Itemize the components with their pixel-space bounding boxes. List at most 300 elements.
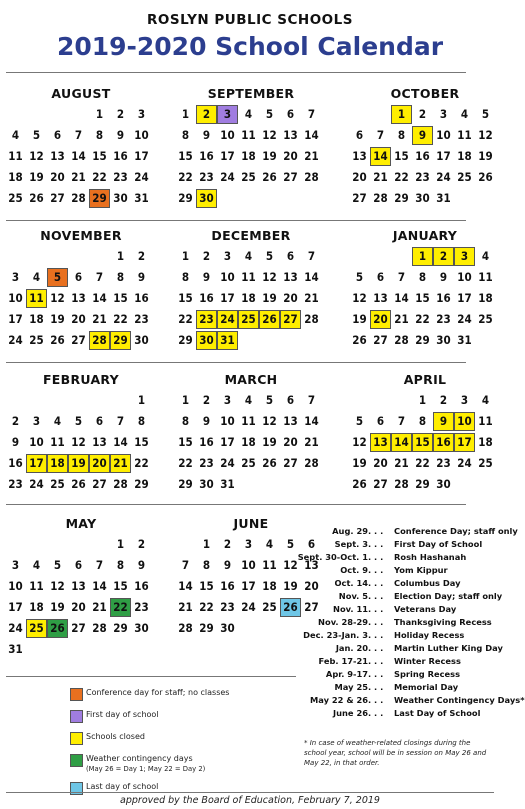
day-cell: 9 <box>202 270 211 284</box>
day-cell: 19 <box>478 149 493 163</box>
day-cell: 8 <box>397 128 406 142</box>
day-cell: 31 <box>436 191 451 205</box>
day-cell: 8 <box>418 270 427 284</box>
day-cell: 23 <box>8 477 23 491</box>
day-cell: 15 <box>394 149 409 163</box>
day-cell: 1 <box>413 248 432 265</box>
day-cell: 23 <box>113 170 128 184</box>
day-cell: 26 <box>281 599 300 616</box>
day-cell: 9 <box>116 128 125 142</box>
month-may <box>6 516 156 656</box>
day-cell: 24 <box>241 600 256 614</box>
event-row <box>300 526 518 539</box>
day-cell: 5 <box>265 107 274 121</box>
day-cell: 5 <box>265 393 274 407</box>
day-cell: 11 <box>478 270 493 284</box>
day-cell: 16 <box>8 456 23 470</box>
event-row <box>300 682 496 695</box>
day-cell: 18 <box>457 149 472 163</box>
legend-swatch <box>70 732 83 745</box>
day-cell: 3 <box>218 106 237 123</box>
day-cell: 27 <box>281 311 300 328</box>
day-cell: 18 <box>29 600 44 614</box>
day-cell: 17 <box>220 435 235 449</box>
day-cell: 11 <box>29 579 44 593</box>
day-cell: 26 <box>352 477 367 491</box>
legend-item-closed <box>70 732 310 746</box>
event-row <box>300 630 496 643</box>
event-description: Rosh Hashanah <box>394 552 467 562</box>
event-description: Columbus Day <box>394 578 461 588</box>
day-cell: 23 <box>415 170 430 184</box>
month-name: JANUARY <box>392 228 458 243</box>
day-cell: 15 <box>178 435 193 449</box>
day-cell: 7 <box>376 128 385 142</box>
legend-label: Conference day for staff; no classes <box>86 688 230 697</box>
day-cell: 27 <box>373 477 388 491</box>
day-cell: 9 <box>202 414 211 428</box>
event-separator: . . . <box>368 539 384 549</box>
day-cell: 19 <box>50 312 65 326</box>
day-cell: 12 <box>262 270 277 284</box>
day-cell: 29 <box>415 333 430 347</box>
day-cell: 29 <box>134 477 149 491</box>
day-cell: 22 <box>111 599 130 616</box>
day-cell: 3 <box>11 270 20 284</box>
day-cell: 28 <box>304 312 319 326</box>
day-cell: 22 <box>178 312 193 326</box>
day-cell: 16 <box>434 434 453 451</box>
day-cell: 25 <box>29 333 44 347</box>
day-cell: 31 <box>8 642 23 656</box>
top-divider <box>6 72 466 73</box>
day-cell: 21 <box>304 149 319 163</box>
event-description: Weather Contingency Days* <box>394 695 525 705</box>
day-cell: 24 <box>457 456 472 470</box>
day-cell: 15 <box>178 149 193 163</box>
day-cell: 22 <box>415 312 430 326</box>
event-date: May 25 <box>334 682 368 692</box>
day-cell: 2 <box>439 393 448 407</box>
day-cell: 17 <box>8 312 23 326</box>
day-cell: 17 <box>241 579 256 593</box>
day-cell: 13 <box>283 414 298 428</box>
day-cell: 4 <box>460 107 469 121</box>
day-cell: 18 <box>241 435 256 449</box>
day-cell: 5 <box>355 414 364 428</box>
day-cell: 2 <box>116 107 125 121</box>
day-cell: 1 <box>95 107 104 121</box>
day-cell: 16 <box>199 435 214 449</box>
month-december <box>176 228 326 358</box>
day-cell: 21 <box>394 312 409 326</box>
day-cell: 26 <box>71 477 86 491</box>
day-cell: 29 <box>90 190 109 207</box>
day-cell: 5 <box>265 249 274 263</box>
day-cell: 29 <box>113 621 128 635</box>
day-cell: 16 <box>415 149 430 163</box>
day-cell: 11 <box>50 435 65 449</box>
page-title: 2019-2020 School Calendar <box>56 32 444 61</box>
day-cell: 13 <box>71 291 86 305</box>
day-cell: 24 <box>29 477 44 491</box>
day-cell: 30 <box>415 191 430 205</box>
event-date: Oct. 14 <box>334 578 368 588</box>
district-name: ROSLYN PUBLIC SCHOOLS <box>147 12 353 28</box>
day-cell: 8 <box>202 558 211 572</box>
day-cell: 22 <box>199 600 214 614</box>
event-description: Spring Recess <box>394 669 461 679</box>
day-cell: 13 <box>71 579 86 593</box>
day-cell: 28 <box>373 191 388 205</box>
day-cell: 15 <box>178 291 193 305</box>
day-cell: 2 <box>197 106 216 123</box>
day-cell: 23 <box>134 312 149 326</box>
month-november <box>6 228 156 358</box>
event-row <box>300 617 496 630</box>
legend-label: First day of school <box>86 710 159 719</box>
day-cell: 2 <box>418 107 427 121</box>
day-cell: 24 <box>134 170 149 184</box>
day-cell: 6 <box>376 414 385 428</box>
day-cell: 13 <box>304 558 319 572</box>
day-cell: 20 <box>71 312 86 326</box>
day-cell: 16 <box>220 579 235 593</box>
day-cell: 20 <box>283 149 298 163</box>
day-cell: 3 <box>137 107 146 121</box>
day-cell: 10 <box>241 558 256 572</box>
day-cell: 7 <box>397 270 406 284</box>
day-cell: 6 <box>376 270 385 284</box>
day-cell: 1 <box>181 249 190 263</box>
day-cell: 28 <box>304 456 319 470</box>
event-separator: . . . <box>368 565 384 575</box>
day-cell: 31 <box>457 333 472 347</box>
day-cell: 2 <box>223 537 232 551</box>
day-cell: 15 <box>415 291 430 305</box>
day-cell: 25 <box>50 477 65 491</box>
day-cell: 13 <box>371 434 390 451</box>
day-cell: 7 <box>307 107 316 121</box>
day-cell: 28 <box>71 191 86 205</box>
day-cell: 20 <box>371 311 390 328</box>
day-cell: 23 <box>220 600 235 614</box>
day-cell: 24 <box>218 311 237 328</box>
event-date: Sept. 30-Oct. 1 <box>297 552 368 562</box>
day-cell: 23 <box>199 170 214 184</box>
day-cell: 19 <box>352 312 367 326</box>
month-name: FEBRUARY <box>42 372 120 387</box>
day-cell: 3 <box>460 393 469 407</box>
day-cell: 10 <box>29 435 44 449</box>
day-cell: 26 <box>29 191 44 205</box>
day-cell: 20 <box>373 456 388 470</box>
event-description: Winter Recess <box>394 656 461 666</box>
day-cell: 30 <box>197 332 216 349</box>
legend-label: Weather contingency days <box>86 754 193 763</box>
day-cell: 27 <box>352 191 367 205</box>
day-cell: 31 <box>134 191 149 205</box>
day-cell: 19 <box>50 600 65 614</box>
day-cell: 5 <box>481 107 490 121</box>
day-cell: 10 <box>436 128 451 142</box>
day-cell: 6 <box>286 393 295 407</box>
event-description: Yom Kippur <box>394 565 448 575</box>
day-cell: 19 <box>283 579 298 593</box>
event-row <box>300 643 503 656</box>
event-separator: . . . <box>368 682 384 692</box>
day-cell: 17 <box>220 291 235 305</box>
day-cell: 4 <box>53 414 62 428</box>
day-cell: 21 <box>304 291 319 305</box>
day-cell: 15 <box>113 291 128 305</box>
month-name: SEPTEMBER <box>207 86 295 101</box>
day-cell: 30 <box>436 477 451 491</box>
event-description: Last Day of School <box>394 708 481 718</box>
day-cell: 25 <box>8 191 23 205</box>
event-separator: . . . <box>368 604 384 614</box>
day-cell: 13 <box>50 149 65 163</box>
row-divider-2 <box>6 362 466 363</box>
event-date: May 22 & 26 <box>309 695 368 705</box>
event-description: Thanksgiving Recess <box>394 617 492 627</box>
day-cell: 11 <box>457 128 472 142</box>
day-cell: 14 <box>71 149 86 163</box>
day-cell: 6 <box>355 128 364 142</box>
day-cell: 5 <box>48 269 67 286</box>
event-description: Election Day; staff only <box>394 591 503 601</box>
day-cell: 11 <box>27 290 46 307</box>
day-cell: 20 <box>352 170 367 184</box>
day-cell: 12 <box>283 558 298 572</box>
day-cell: 21 <box>394 456 409 470</box>
day-cell: 13 <box>283 270 298 284</box>
day-cell: 24 <box>220 170 235 184</box>
day-cell: 18 <box>478 291 493 305</box>
event-row <box>300 578 496 591</box>
day-cell: 14 <box>304 414 319 428</box>
day-cell: 10 <box>134 128 149 142</box>
day-cell: 21 <box>92 600 107 614</box>
legend-item-weather <box>70 754 310 773</box>
day-cell: 10 <box>457 270 472 284</box>
day-cell: 25 <box>478 312 493 326</box>
day-cell: 17 <box>220 149 235 163</box>
day-cell: 22 <box>134 456 149 470</box>
day-cell: 23 <box>436 312 451 326</box>
day-cell: 17 <box>134 149 149 163</box>
day-cell: 3 <box>11 558 20 572</box>
event-separator: . . . <box>368 591 384 601</box>
day-cell: 10 <box>455 413 474 430</box>
day-cell: 7 <box>116 414 125 428</box>
day-cell: 30 <box>134 333 149 347</box>
day-cell: 10 <box>8 579 23 593</box>
day-cell: 10 <box>220 414 235 428</box>
day-cell: 21 <box>178 600 193 614</box>
day-cell: 9 <box>439 270 448 284</box>
event-row <box>300 695 525 708</box>
day-cell: 12 <box>29 149 44 163</box>
day-cell: 22 <box>415 456 430 470</box>
day-cell: 26 <box>48 620 67 637</box>
day-cell: 1 <box>137 393 146 407</box>
day-cell: 1 <box>116 249 125 263</box>
day-cell: 12 <box>352 435 367 449</box>
day-cell: 4 <box>244 107 253 121</box>
day-cell: 14 <box>394 291 409 305</box>
day-cell: 24 <box>8 333 23 347</box>
day-cell: 30 <box>436 333 451 347</box>
day-cell: 4 <box>244 249 253 263</box>
day-cell: 25 <box>478 456 493 470</box>
day-cell: 4 <box>244 393 253 407</box>
event-description: Conference Day; staff only <box>394 526 518 536</box>
day-cell: 18 <box>241 149 256 163</box>
day-cell: 9 <box>413 127 432 144</box>
day-cell: 3 <box>223 249 232 263</box>
day-cell: 5 <box>355 270 364 284</box>
day-cell: 8 <box>95 128 104 142</box>
day-cell: 11 <box>262 558 277 572</box>
event-date: Aug. 29 <box>332 526 368 536</box>
row-divider-3 <box>6 504 466 505</box>
day-cell: 28 <box>394 477 409 491</box>
day-cell: 17 <box>8 600 23 614</box>
day-cell: 6 <box>53 128 62 142</box>
day-cell: 1 <box>181 107 190 121</box>
day-cell: 26 <box>352 333 367 347</box>
day-cell: 8 <box>181 270 190 284</box>
day-cell: 29 <box>178 477 193 491</box>
day-cell: 30 <box>113 191 128 205</box>
event-row <box>300 591 503 604</box>
day-cell: 21 <box>111 455 130 472</box>
day-cell: 28 <box>113 477 128 491</box>
day-cell: 9 <box>223 558 232 572</box>
day-cell: 6 <box>286 249 295 263</box>
day-cell: 27 <box>373 333 388 347</box>
day-cell: 25 <box>241 170 256 184</box>
day-cell: 24 <box>436 170 451 184</box>
day-cell: 14 <box>178 579 193 593</box>
day-cell: 12 <box>50 579 65 593</box>
legend-item-conf <box>70 688 310 702</box>
day-cell: 4 <box>11 128 20 142</box>
day-cell: 1 <box>418 393 427 407</box>
event-row <box>300 565 496 578</box>
day-cell: 25 <box>241 456 256 470</box>
day-cell: 7 <box>95 558 104 572</box>
day-cell: 14 <box>371 148 390 165</box>
day-cell: 11 <box>241 414 256 428</box>
event-separator: . . . <box>368 617 384 627</box>
day-cell: 15 <box>199 579 214 593</box>
day-cell: 23 <box>197 311 216 328</box>
day-cell: 19 <box>69 455 88 472</box>
day-cell: 6 <box>286 107 295 121</box>
approval-footer: approved by the Board of Education, February 7, 2019 <box>120 795 380 806</box>
day-cell: 19 <box>352 456 367 470</box>
day-cell: 20 <box>283 435 298 449</box>
event-separator: . . . <box>368 552 384 562</box>
legend-divider <box>6 676 296 677</box>
day-cell: 3 <box>244 537 253 551</box>
day-cell: 18 <box>29 312 44 326</box>
day-cell: 16 <box>134 291 149 305</box>
day-cell: 8 <box>181 128 190 142</box>
day-cell: 19 <box>262 435 277 449</box>
day-cell: 17 <box>436 149 451 163</box>
day-cell: 2 <box>434 248 453 265</box>
month-february <box>6 372 156 502</box>
day-cell: 22 <box>178 170 193 184</box>
day-cell: 7 <box>397 414 406 428</box>
event-row <box>300 604 496 617</box>
day-cell: 30 <box>197 190 216 207</box>
legend-swatch <box>70 782 83 795</box>
day-cell: 22 <box>113 312 128 326</box>
day-cell: 30 <box>220 621 235 635</box>
day-cell: 23 <box>134 600 149 614</box>
day-cell: 24 <box>457 312 472 326</box>
day-cell: 15 <box>134 435 149 449</box>
day-cell: 11 <box>241 270 256 284</box>
legend-swatch <box>70 710 83 723</box>
day-cell: 27 <box>304 600 319 614</box>
day-cell: 16 <box>436 291 451 305</box>
day-cell: 20 <box>283 291 298 305</box>
day-cell: 14 <box>113 435 128 449</box>
day-cell: 29 <box>199 621 214 635</box>
day-cell: 12 <box>478 128 493 142</box>
event-separator: . . . <box>368 708 384 718</box>
month-january <box>350 228 500 358</box>
month-name: APRIL <box>403 372 447 387</box>
day-cell: 6 <box>74 270 83 284</box>
event-row <box>300 708 496 721</box>
day-cell: 2 <box>202 393 211 407</box>
event-date: Nov. 28-29 <box>318 617 368 627</box>
day-cell: 29 <box>415 477 430 491</box>
event-separator: . . . <box>368 630 384 640</box>
day-cell: 28 <box>178 621 193 635</box>
day-cell: 2 <box>137 537 146 551</box>
day-cell: 3 <box>32 414 41 428</box>
day-cell: 10 <box>220 128 235 142</box>
day-cell: 19 <box>29 170 44 184</box>
day-cell: 20 <box>71 600 86 614</box>
day-cell: 28 <box>92 621 107 635</box>
month-name: OCTOBER <box>390 86 460 101</box>
day-cell: 1 <box>392 106 411 123</box>
day-cell: 10 <box>8 291 23 305</box>
day-cell: 16 <box>113 149 128 163</box>
event-description: Holiday Recess <box>394 630 465 640</box>
day-cell: 8 <box>137 414 146 428</box>
day-cell: 9 <box>11 435 20 449</box>
day-cell: 18 <box>478 435 493 449</box>
day-cell: 16 <box>134 579 149 593</box>
event-separator: . . . <box>368 578 384 588</box>
event-row <box>300 539 496 552</box>
day-cell: 8 <box>116 270 125 284</box>
event-date: Oct. 9 <box>340 565 368 575</box>
event-separator: . . . <box>368 695 384 705</box>
day-cell: 17 <box>455 434 474 451</box>
day-cell: 29 <box>111 332 130 349</box>
day-cell: 18 <box>241 291 256 305</box>
